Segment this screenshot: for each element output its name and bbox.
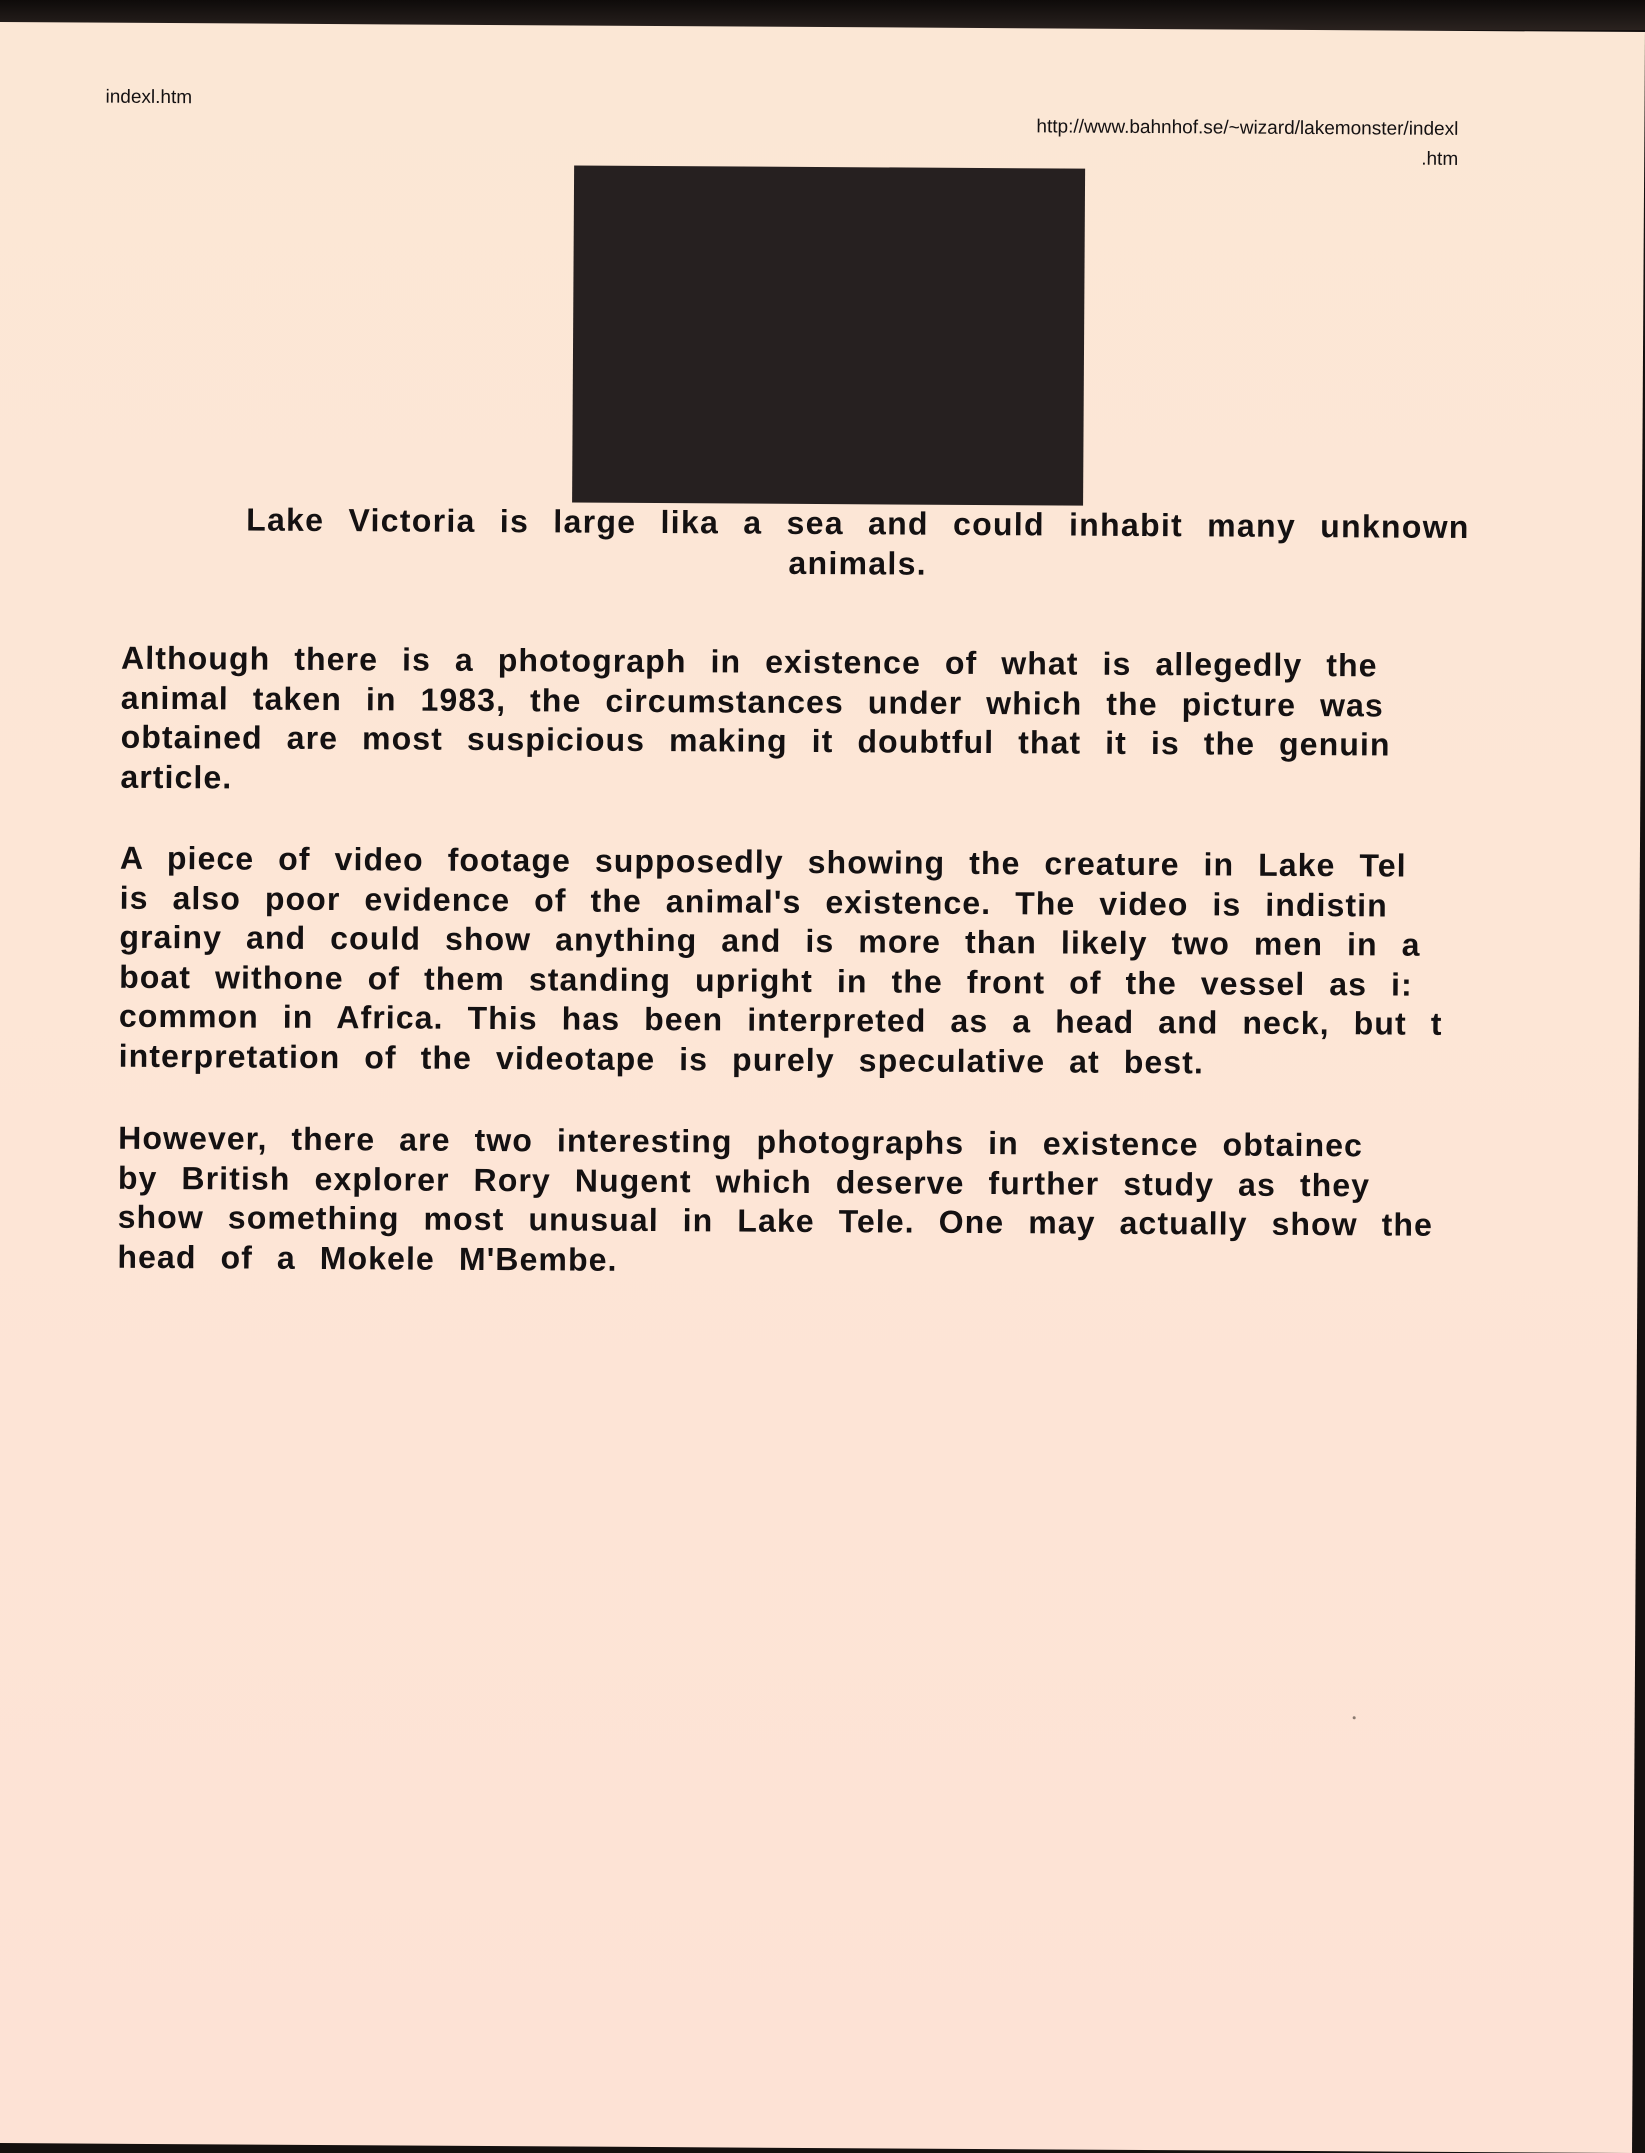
paragraph-photograph bbox=[120, 639, 1551, 806]
caption-line-1: Lake Victoria is large lika a sea and could inhabit many unknown bbox=[246, 501, 1470, 545]
paragraph-line: obtained are most suspicious making it doubtful that it is the genuin bbox=[120, 718, 1391, 763]
page-url-line-2: .htm bbox=[1421, 148, 1459, 170]
paragraph-line: article. bbox=[120, 758, 233, 795]
page-url-line-1: http://www.bahnhof.se/~wizard/lakemonster/indexl bbox=[1036, 116, 1459, 140]
paragraph-video-footage bbox=[119, 839, 1550, 1085]
paragraph-line: boat withone of them standing upright in the front of the vessel as i: bbox=[119, 958, 1413, 1003]
paragraph-line: animal taken in 1983, the circumstances under which the picture was bbox=[120, 679, 1384, 723]
paragraph-line: by British explorer Rory Nugent which deserve further study as they bbox=[117, 1159, 1371, 1203]
photo-caption bbox=[193, 499, 1523, 587]
paragraph-line: is also poor evidence of the animal's existence. The video is indistin bbox=[119, 879, 1388, 923]
paragraph-line: common in Africa. This has been interpreted as a head and neck, but t bbox=[118, 997, 1443, 1042]
page-content bbox=[0, 22, 1553, 2152]
page-url bbox=[898, 111, 1458, 174]
paragraph-line: However, there are two interesting photographs in existence obtainec bbox=[118, 1119, 1364, 1164]
scan-speck bbox=[1353, 1716, 1356, 1719]
paragraph-line: A piece of video footage supposedly showing the creature in Lake Tel bbox=[119, 839, 1407, 884]
paragraph-line: head of a Mokele M'Bembe. bbox=[117, 1238, 618, 1278]
paragraph-line: Although there is a photograph in existence of what is allegedly the bbox=[121, 639, 1378, 684]
paragraph-rory-nugent bbox=[117, 1119, 1548, 1286]
lake-photo-image bbox=[572, 166, 1085, 506]
paragraph-line: interpretation of the videotape is purely speculative at best. bbox=[118, 1037, 1205, 1080]
page-filename: indexl.htm bbox=[105, 86, 193, 109]
paragraph-line: show something most unusual in Lake Tele. One may actually show the bbox=[117, 1198, 1434, 1243]
paragraph-line: grainy and could show anything and is more than likely two men in a bbox=[119, 918, 1421, 963]
caption-line-2: animals. bbox=[788, 544, 928, 582]
printed-page bbox=[0, 22, 1645, 2153]
